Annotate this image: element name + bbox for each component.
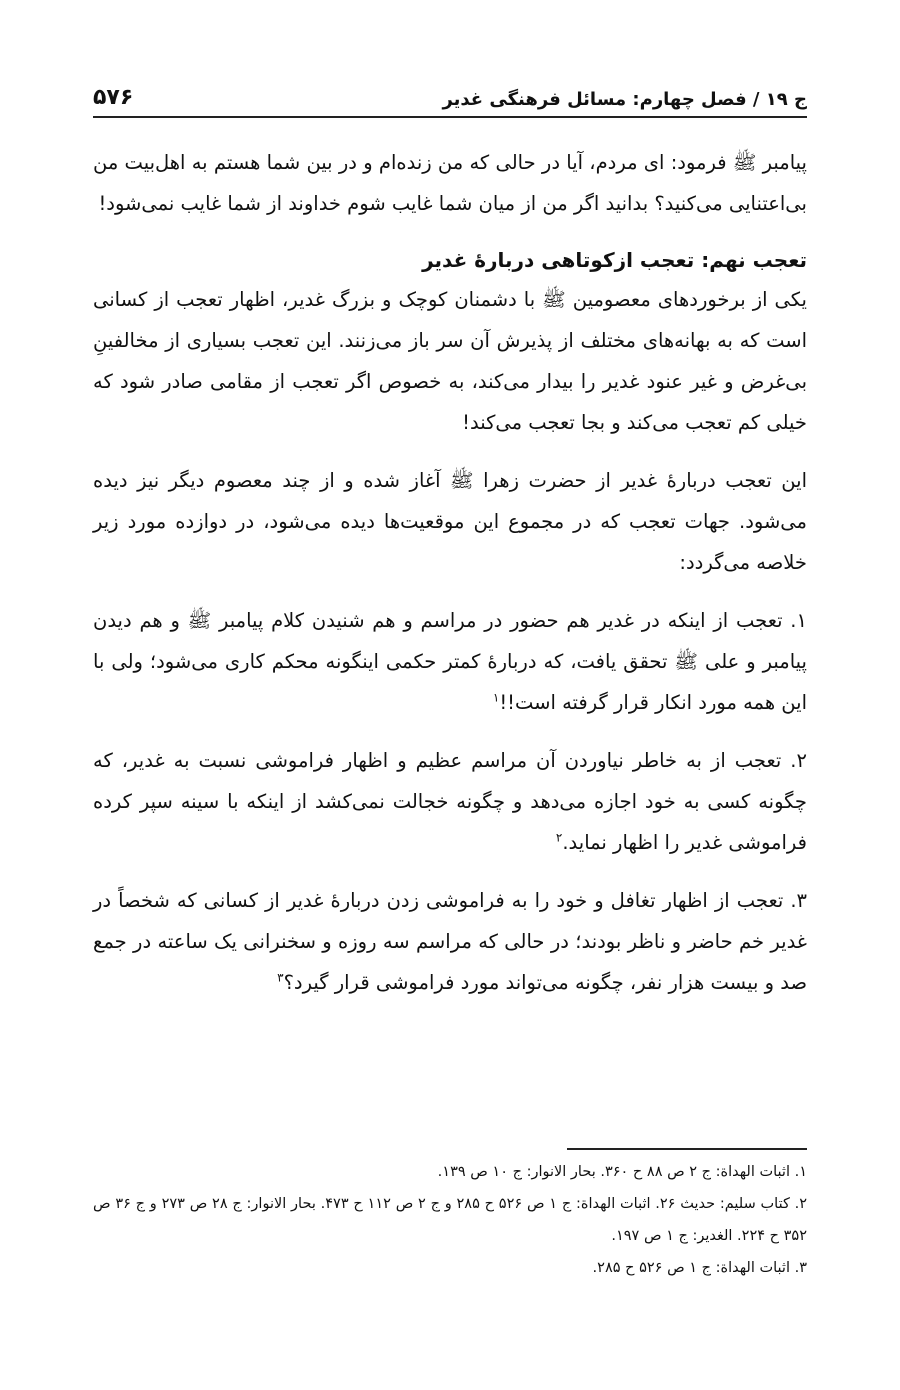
paragraph-5-text: ۲. تعجب از به خاطر نیاوردن آن مراسم عظیم و اظهار فراموشی نسبت به غدیر، که چگونه کسی به خود اجازه می‌دهد و چگونه خجالت نمی‌کشد از اینکه با سینه سپر کرده فراموشی غدیر را اظهار نماید. — [93, 749, 807, 854]
footnote-ref-3[interactable]: ۳ — [277, 970, 284, 985]
paragraph-4 — [93, 600, 807, 723]
page-body — [93, 142, 807, 1020]
paragraph-1 — [93, 142, 807, 224]
paragraph-1-text: پیامبر ﷺ فرمود: ای مردم، آیا در حالی که من زنده‌ام و در بین شما هستم به اهل‌بیت من بی‌اعتنایی می‌کنید؟ بدانید اگر من از میان شما غایب شوم خداوند از شما غایب نمی‌شود! — [93, 151, 807, 215]
footnote-2: ۲. کتاب سلیم: حدیث ۲۶. اثبات الهداة: ج ۱ ص ۵۲۶ ح ۲۸۵ و ج ۲ ص ۱۱۲ ح ۴۷۳. بحار الانوار: ج ۲۸ ص ۲۷۳ و ج ۳۶ ص ۳۵۲ ح ۲۲۴. الغدیر: ج ۱ ص ۱۹۷. — [93, 1196, 808, 1244]
footnote-3: ۳. اثبات الهداة: ج ۱ ص ۵۲۶ ح ۲۸۵. — [592, 1260, 807, 1276]
running-header — [93, 78, 807, 118]
header-title: ج ۱۹ / فصل چهارم: مسائل فرهنگی غدیر — [442, 89, 807, 110]
page-number: ۵۷۶ — [93, 85, 134, 110]
footnotes — [93, 1148, 807, 1284]
footnote-divider — [567, 1148, 807, 1150]
footnote-ref-1[interactable]: ۱ — [492, 690, 500, 705]
footnote-1: ۱. اثبات الهداة: ج ۲ ص ۸۸ ح ۳۶۰. بحار الانوار: ج ۱۰ ص ۱۳۹. — [437, 1164, 807, 1180]
footnote-ref-2[interactable]: ۲ — [555, 830, 563, 845]
paragraph-5 — [93, 740, 807, 863]
paragraph-4-text: ۱. تعجب از اینکه در غدیر هم حضور در مراسم و هم شنیدن کلام پیامبر ﷺ و هم دیدن پیامبر و علی ﷺ تحقق یافت، که دربارهٔ کمتر حکمی اینگونه محکم کاری می‌شود؛ ولی با این همه مورد انکار قرار گرفته است!! — [93, 609, 807, 714]
paragraph-2-text: یکی از برخوردهای معصومین ﷺ با دشمنان کوچک و بزرگ غدیر، اظهار تعجب از کسانی است که به بهانه‌های مختلف از پذیرش آن سر باز می‌زنند. این تعجب بسیاری از مخالفینِ بی‌غرض و غیر عنود غدیر را بیدار می‌کند، به خصوص اگر تعجب از مقامی صادر شود که خیلی کم تعجب می‌کند و بجا تعجب می‌کند! — [93, 288, 807, 434]
paragraph-6-text: ۳. تعجب از اظهار تغافل و خود را به فراموشی زدن دربارهٔ غدیر از کسانی که شخصاً در غدیر خم حاضر و ناظر بودند؛ در حالی که مراسم سه روزه و سخنرانی یک ساعته در جمع صد و بیست هزار نفر، چگونه می‌تواند مورد فراموشی قرار گیرد؟ — [93, 889, 807, 994]
paragraph-3-text: این تعجب دربارهٔ غدیر از حضرت زهرا ﷺ آغاز شده و از چند معصوم دیگر نیز دیده می‌شود. جهات تعجب که در مجموع این موقعیت‌ها دیده می‌شود، در دوازده مورد زیر خلاصه می‌گردد: — [93, 469, 807, 574]
paragraph-3 — [93, 460, 807, 583]
paragraph-6 — [93, 880, 807, 1003]
paragraph-2 — [93, 279, 807, 443]
section-heading: تعجب نهم: تعجب ازکوتاهی دربارهٔ غدیر — [422, 248, 807, 272]
